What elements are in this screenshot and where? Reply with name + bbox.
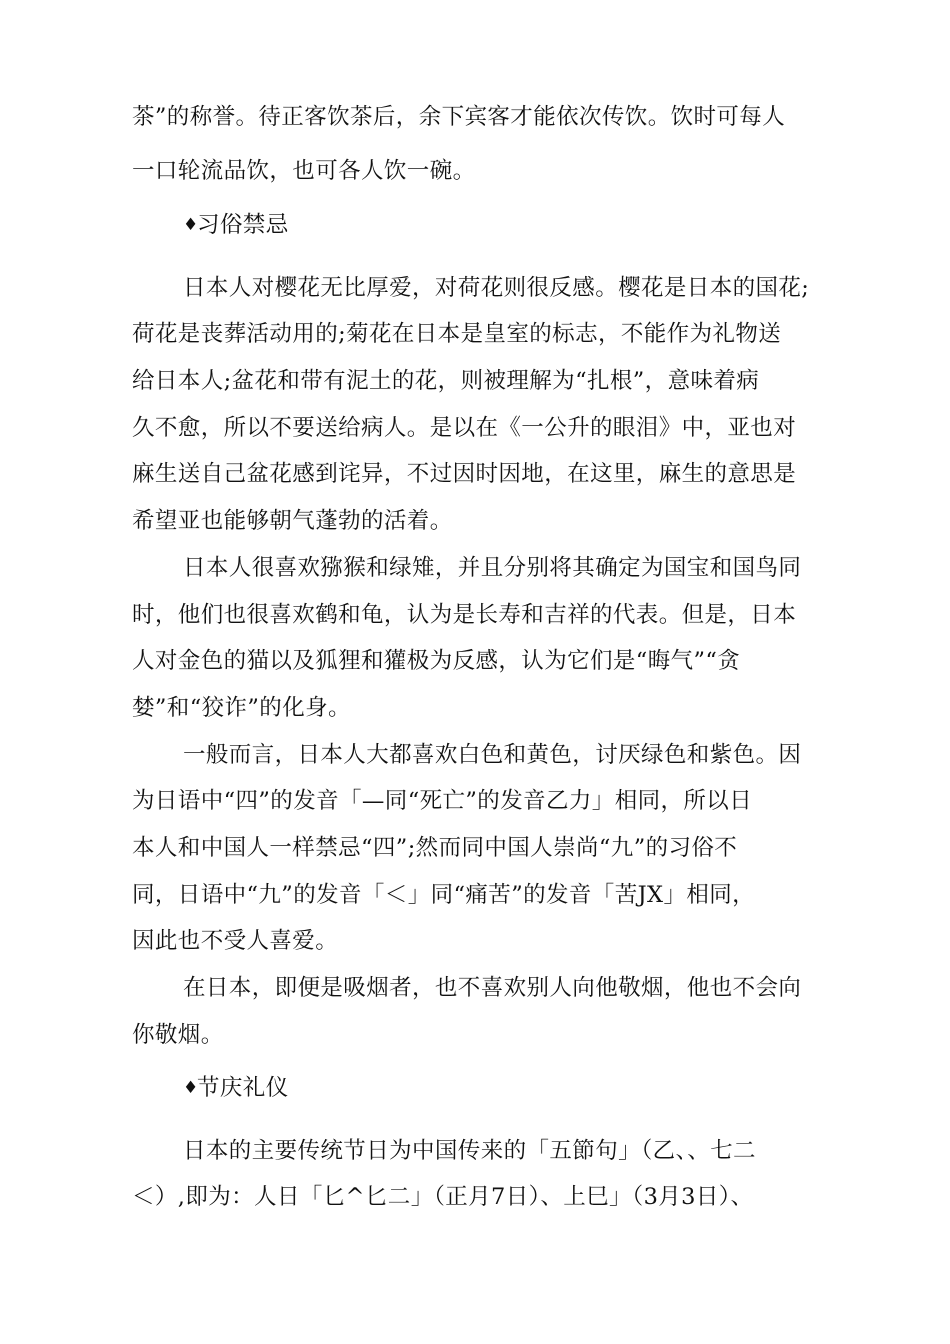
diamond-bullet-icon: ♦	[183, 1078, 199, 1098]
text-line: 荷花是丧葬活动用的;菊花在日本是皇室的标志，不能作为礼物送	[132, 321, 782, 347]
text-line: 给日本人;盆花和带有泥土的花，则被理解为“扎根”，意味着病	[132, 368, 760, 394]
section-heading-label: 习俗禁忌	[197, 212, 289, 238]
text-line: 希望亚也能够朝气蓬勃的活着。	[132, 508, 453, 534]
section-heading-festivals	[183, 1073, 883, 1103]
text-line: 婪”和“狡诈”的化身。	[132, 695, 351, 721]
text-line: 麻生送自己盆花感到诧异，不过因时因地，在这里，麻生的意思是	[132, 461, 797, 487]
text-line: 久不愈，所以不要送给病人。是以在《一公升的眼泪》中，亚也对	[132, 415, 797, 441]
diamond-bullet-icon: ♦	[183, 215, 199, 235]
text-line: 你敬烟。	[132, 1022, 224, 1048]
text-line: 本人和中国人一样禁忌“四”;然而同中国人崇尚“九”的习俗不	[132, 835, 738, 861]
section-heading-label: 节庆礼仪	[197, 1075, 289, 1101]
text-line: 人对金色的猫以及狐狸和獾极为反感，认为它们是“晦气”“贪	[132, 648, 741, 674]
text-line: 为日语中“四”的发音「—同“死亡”的发音乙力」相同，所以日	[132, 788, 753, 814]
text-line: 一口轮流品饮，也可各人饮一碗。	[132, 158, 476, 184]
text-line: ＜）,即为：人日「匕^匕二」（正月7日）、上巳」（3月3日）、	[132, 1184, 754, 1210]
text-line: 时，他们也很喜欢鹤和龟，认为是长寿和吉祥的代表。但是，日本	[132, 602, 797, 628]
text-line: 在日本，即便是吸烟者，也不喜欢别人向他敬烟，他也不会向	[183, 975, 802, 1001]
text-line: 日本人很喜欢猕猴和绿雉，并且分别将其确定为国宝和国鸟同	[183, 555, 802, 581]
text-line: 同，日语中“九”的发音「＜」同“痛苦”的发音「苦JX」相同，	[132, 882, 756, 908]
text-line: 日本的主要传统节日为中国传来的「五節句」（乙、、七二	[183, 1138, 756, 1164]
text-line: 茶”的称誉。待正客饮茶后，余下宾客才能依次传饮。饮时可每人	[132, 104, 786, 130]
text-line: 一般而言，日本人大都喜欢白色和黄色，讨厌绿色和紫色。因	[183, 742, 802, 768]
section-heading-customs	[183, 210, 883, 240]
text-line: 日本人对樱花无比厚爱，对荷花则很反感。樱花是日本的国花;	[183, 275, 810, 301]
text-line: 因此也不受人喜爱。	[132, 928, 339, 954]
